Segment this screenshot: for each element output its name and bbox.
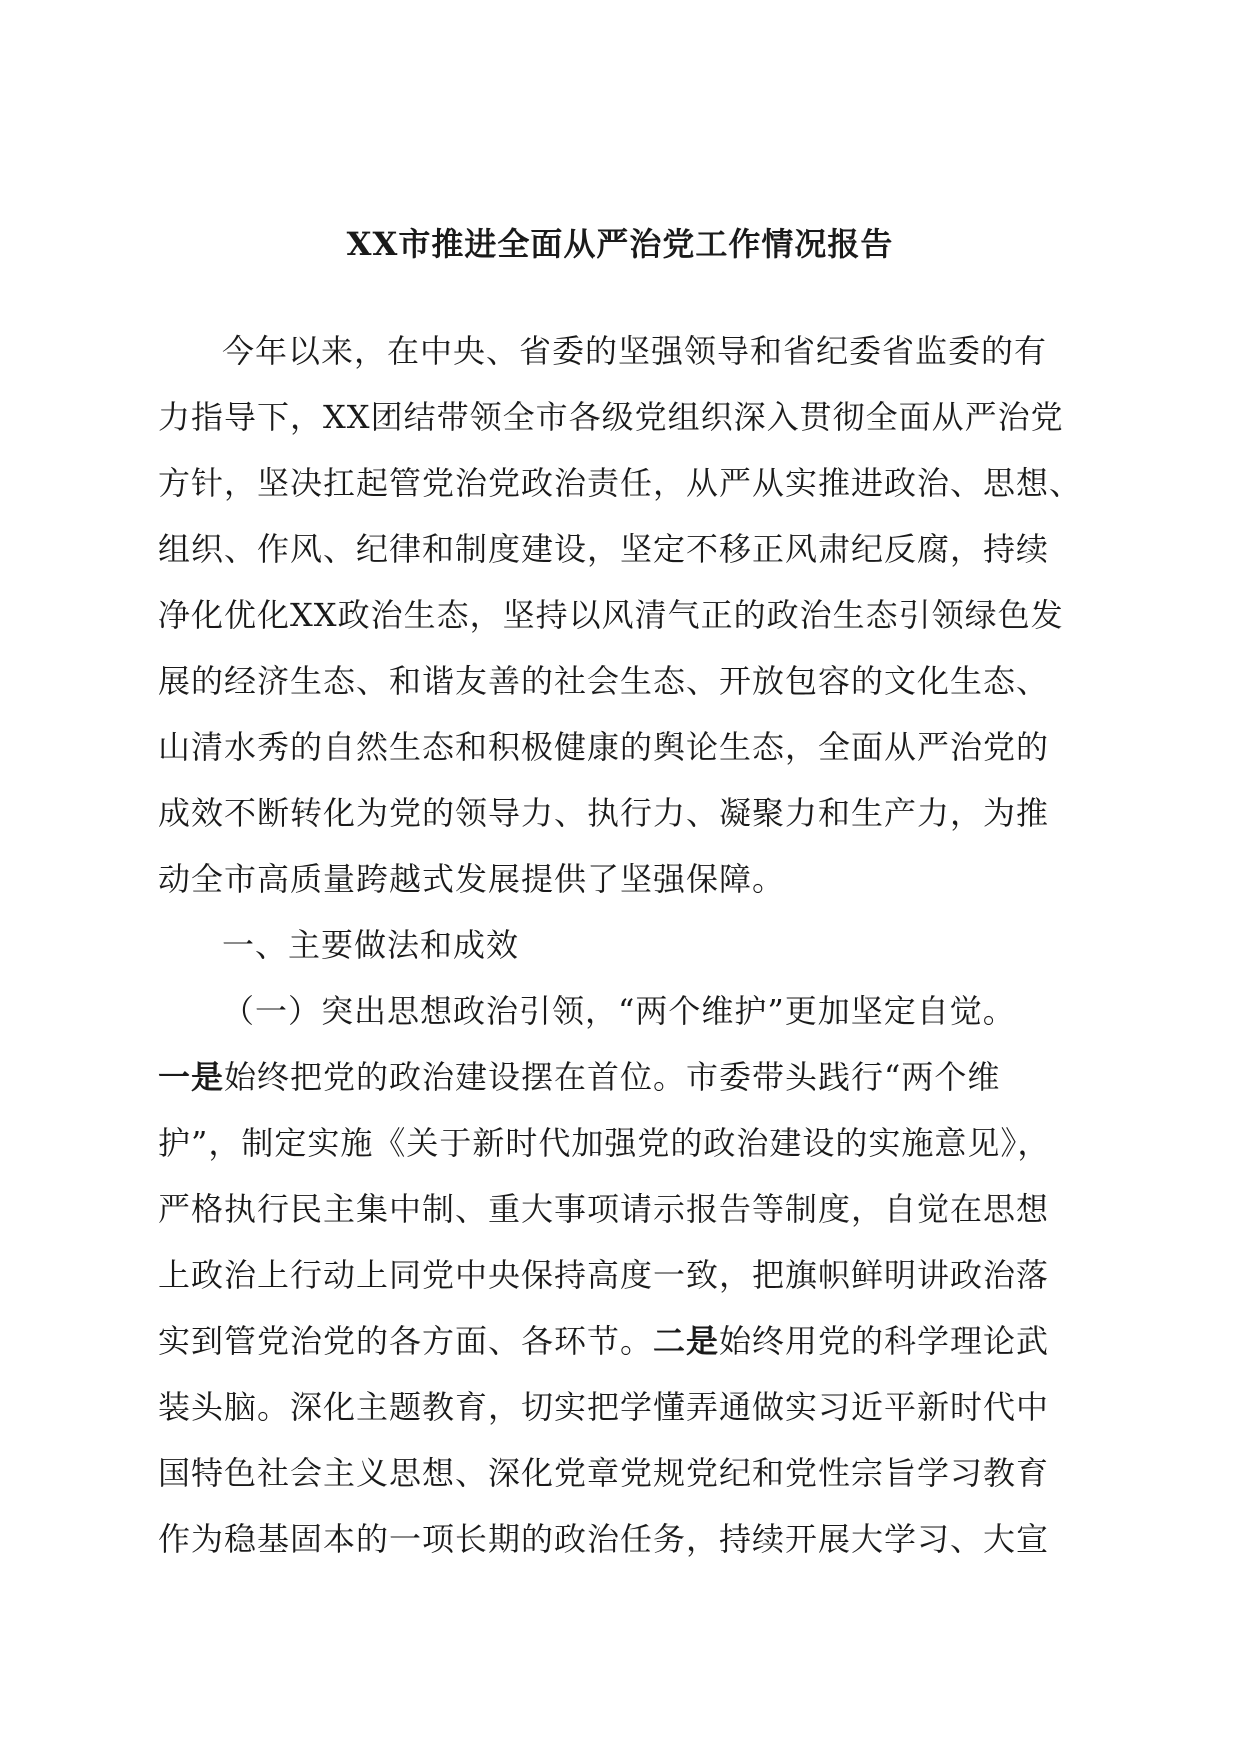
paragraph-line: 成效不断转化为党的领导力、执行力、凝聚力和生产力，为推 [158,794,1050,832]
paragraph-line: 山清水秀的自然生态和积极健康的舆论生态，全面从严治党的 [158,728,1050,766]
subsection-heading: （一）突出思想政治引领，“两个维护”更加坚定自觉。 [222,992,1016,1030]
paragraph-line-text: 始终把党的政治建设摆在首位。市委带头践行“两个维 [224,1058,1001,1096]
paragraph-line: 力指导下，XX团结带领全市各级党组织深入贯彻全面从严治党 [158,398,1064,436]
paragraph-line: 方针，坚决扛起管党治党政治责任，从严从实推进政治、思想、 [158,464,1083,502]
paragraph-line: 动全市高质量跨越式发展提供了坚强保障。 [158,860,786,898]
document-title: XX市推进全面从严治党工作情况报告 [346,225,894,263]
point-marker-first: 一是 [158,1058,225,1096]
paragraph-line [158,1308,1078,1374]
paragraph-line-text: 实到管党治党的各方面、各环节。 [158,1322,654,1360]
paragraph-line-text: 始终用党的科学理论武 [719,1322,1050,1360]
paragraph-line: 今年以来，在中央、省委的坚强领导和省纪委省监委的有 [222,332,1048,370]
paragraph-line: 上政治上行动上同党中央保持高度一致，把旗帜鲜明讲政治落 [158,1256,1050,1294]
paragraph-line: 严格执行民主集中制、重大事项请示报告等制度，自觉在思想 [158,1190,1050,1228]
document-body [158,318,1083,1572]
paragraph-line [158,1044,1078,1110]
paragraph-line: 护”，制定实施《关于新时代加强党的政治建设的实施意见》， [158,1124,1051,1162]
section-heading: 一、主要做法和成效 [222,926,520,964]
point-marker-second: 二是 [653,1322,720,1360]
paragraph-line: 装头脑。深化主题教育，切实把学懂弄通做实习近平新时代中 [158,1388,1050,1426]
paragraph-line: 净化优化XX政治生态，坚持以风清气正的政治生态引领绿色发 [158,596,1064,634]
paragraph-line: 展的经济生态、和谐友善的社会生态、开放包容的文化生态、 [158,662,1050,700]
paragraph-line: 国特色社会主义思想、深化党章党规党纪和党性宗旨学习教育 [158,1454,1050,1492]
paragraph-line: 组织、作风、纪律和制度建设，坚定不移正风肃纪反腐，持续 [158,530,1050,568]
paragraph-line: 作为稳基固本的一项长期的政治任务，持续开展大学习、大宣 [158,1520,1050,1558]
